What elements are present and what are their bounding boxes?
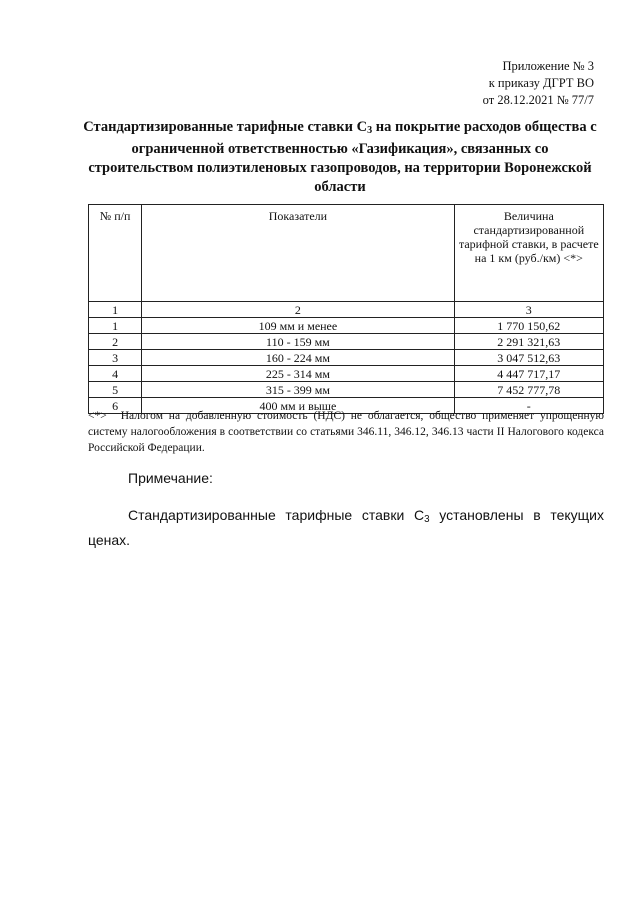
row-value: 1 770 150,62 xyxy=(454,318,603,334)
row-indicator: 160 - 224 мм xyxy=(142,350,454,366)
document-title xyxy=(80,118,600,197)
row-indicator: 315 - 399 мм xyxy=(142,382,454,398)
row-value: 7 452 777,78 xyxy=(454,382,603,398)
row-value: - xyxy=(454,398,603,414)
table-row xyxy=(89,382,604,398)
footnote xyxy=(88,408,604,456)
header-value: Величина стандартизированной тарифной ставки, в расчете на 1 км (руб./км) <*> xyxy=(454,205,603,302)
note-text-part2: установлены в текущих ценах. xyxy=(88,507,604,548)
row-number: 5 xyxy=(89,382,142,398)
row-value: 2 291 321,63 xyxy=(454,334,603,350)
column-number-3: 3 xyxy=(454,302,603,318)
row-number: 6 xyxy=(89,398,142,414)
row-indicator: 109 мм и менее xyxy=(142,318,454,334)
appendix-number: Приложение № 3 xyxy=(502,59,594,73)
footnote-mark: <*> xyxy=(88,410,107,422)
note-subscript: 3 xyxy=(424,514,430,525)
table-header-row xyxy=(89,205,604,302)
table-row xyxy=(89,334,604,350)
header-number: № п/п xyxy=(89,205,142,302)
row-indicator: 400 мм и выше xyxy=(142,398,454,414)
row-value: 4 447 717,17 xyxy=(454,366,603,382)
tariff-table xyxy=(88,204,604,414)
title-part1: Стандартизированные тарифные ставки С xyxy=(83,119,368,135)
footnote-text: Налогом на добавленную стоимость (НДС) не облагается, общество применяет упрощенную систему налогообложения в соответствии со статьями 346.11, 346.12, 346.13 части II Налогового кодекса Российской Федерации. xyxy=(88,410,604,454)
note-text-part1: Стандартизированные тарифные ставки С xyxy=(128,507,425,523)
row-number: 4 xyxy=(89,366,142,382)
appendix-date: от 28.12.2021 № 77/7 xyxy=(482,93,594,107)
row-indicator: 110 - 159 мм xyxy=(142,334,454,350)
appendix-order: к приказу ДГРТ ВО xyxy=(488,76,594,90)
note-heading: Примечание: xyxy=(128,470,213,486)
column-number-1: 1 xyxy=(89,302,142,318)
table-row xyxy=(89,366,604,382)
table-row xyxy=(89,350,604,366)
row-number: 1 xyxy=(89,318,142,334)
row-indicator: 225 - 314 мм xyxy=(142,366,454,382)
table-row xyxy=(89,318,604,334)
row-value: 3 047 512,63 xyxy=(454,350,603,366)
column-number-2: 2 xyxy=(142,302,454,318)
title-part2: на покрытие расходов общества с ограниченной ответственностью «Газификация», связанных со строительством полиэтиленовых газопроводов, на территории Воронежской области xyxy=(88,119,597,195)
note-text xyxy=(88,505,604,550)
row-number: 3 xyxy=(89,350,142,366)
row-number: 2 xyxy=(89,334,142,350)
header-indicator: Показатели xyxy=(142,205,454,302)
title-subscript: 3 xyxy=(367,125,373,136)
column-number-row xyxy=(89,302,604,318)
appendix-reference xyxy=(483,58,594,109)
